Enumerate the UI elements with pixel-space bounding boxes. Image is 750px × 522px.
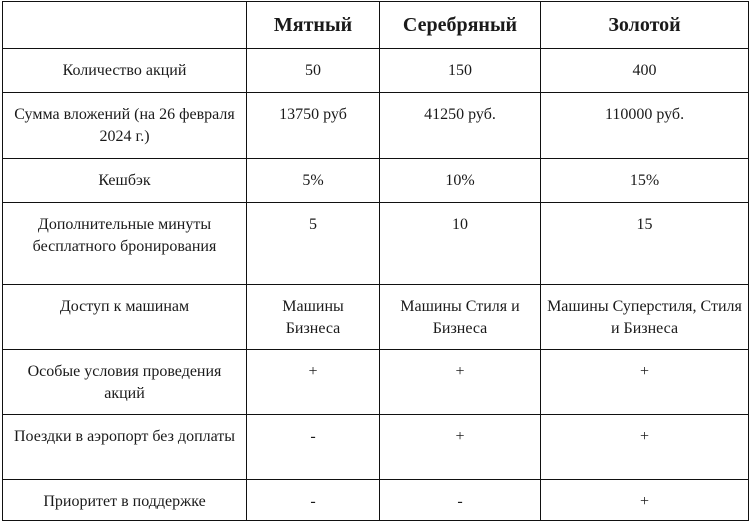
header-empty bbox=[3, 2, 247, 49]
cell-gold: 15% bbox=[629, 172, 660, 189]
cell-mint: - bbox=[310, 428, 316, 445]
row-label: Сумма вложений (на 26 февраля 2024 г.) bbox=[14, 106, 235, 145]
cell-mint: 13750 руб bbox=[279, 106, 347, 123]
row-label: Количество акций bbox=[62, 62, 187, 79]
cell-gold: + bbox=[639, 493, 650, 510]
cell-mint: 50 bbox=[305, 62, 321, 79]
cell-silver: + bbox=[455, 363, 465, 380]
header-silver: Серебряный bbox=[380, 2, 541, 49]
cell-mint: 5 bbox=[309, 216, 317, 233]
header-row bbox=[3, 2, 749, 49]
table-row bbox=[3, 285, 749, 350]
row-label: Кешбэк bbox=[98, 172, 151, 189]
cell-silver: 10 bbox=[452, 216, 468, 233]
header-mint: Мятный bbox=[247, 2, 380, 49]
row-label: Доступ к машинам bbox=[59, 298, 190, 315]
cell-silver: Машины Стиля и Бизнеса bbox=[400, 298, 520, 337]
row-label: Приоритет в поддержке bbox=[43, 493, 206, 510]
cell-silver: - bbox=[457, 493, 463, 510]
table-row bbox=[3, 350, 749, 415]
row-label: Дополнительные минуты бесплатного бронирования bbox=[32, 216, 217, 255]
cell-gold: 400 bbox=[632, 62, 657, 79]
cell-gold: + bbox=[639, 363, 650, 380]
cell-mint: - bbox=[310, 493, 316, 510]
cell-mint: 5% bbox=[302, 172, 324, 189]
cell-silver: 41250 руб. bbox=[424, 106, 496, 123]
header-gold: Золотой bbox=[541, 2, 749, 49]
cell-mint: + bbox=[308, 363, 318, 380]
table-row bbox=[3, 480, 749, 521]
cell-silver: 150 bbox=[448, 62, 472, 79]
row-label: Особые условия проведения акций bbox=[27, 363, 222, 402]
cell-mint: Машины Бизнеса bbox=[282, 298, 344, 337]
cell-gold: + bbox=[639, 428, 650, 445]
row-label: Поездки в аэропорт без доплаты bbox=[13, 428, 236, 445]
table-row bbox=[3, 159, 749, 203]
cell-gold: 110000 руб. bbox=[604, 106, 685, 123]
table-row bbox=[3, 415, 749, 480]
cell-silver: + bbox=[455, 428, 465, 445]
cell-silver: 10% bbox=[445, 172, 475, 189]
table-row bbox=[3, 93, 749, 159]
table-row bbox=[3, 49, 749, 93]
cell-gold: Машины Суперстиля, Стиля и Бизнеса bbox=[547, 298, 742, 337]
cell-gold: 15 bbox=[636, 216, 653, 233]
table-row bbox=[3, 203, 749, 285]
tariff-comparison-table bbox=[2, 1, 749, 521]
